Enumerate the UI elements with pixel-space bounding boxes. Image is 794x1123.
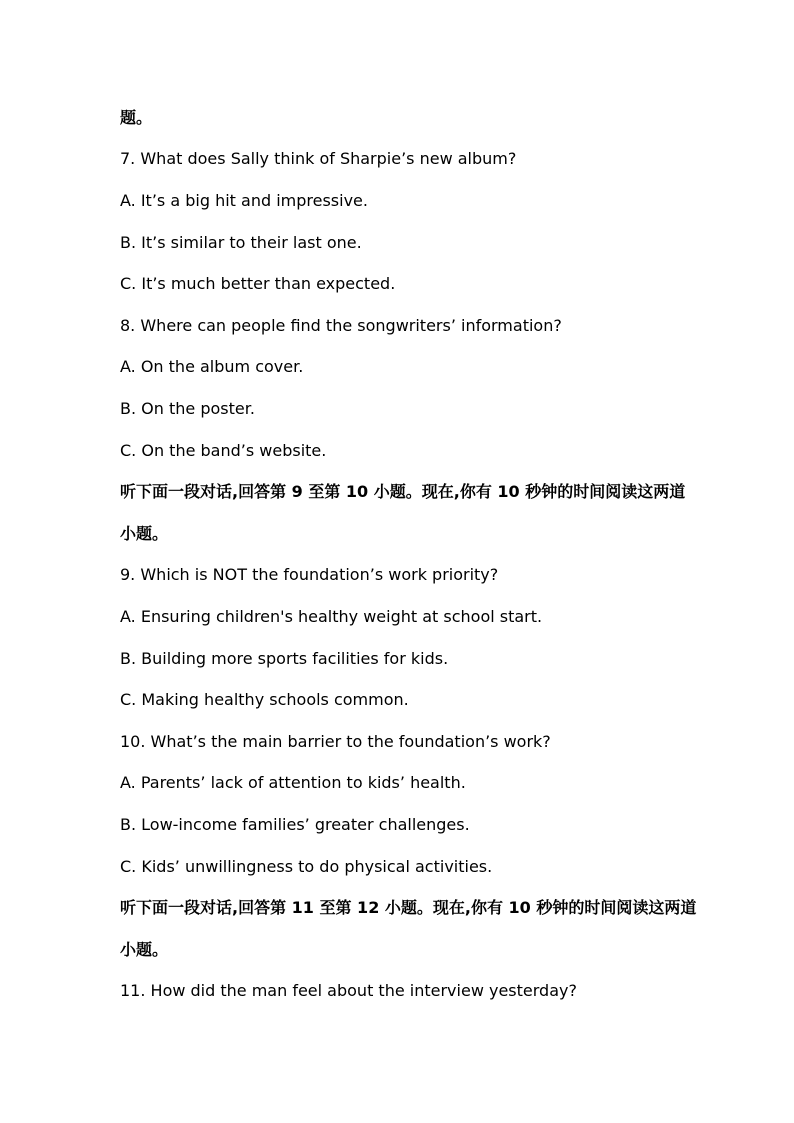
section-instruction-9-10-continued: 小题。: [120, 524, 169, 543]
question-8: 8. Where can people find the songwriters’ information?: [120, 316, 562, 335]
question-8-option-b: B. On the poster.: [120, 399, 255, 418]
question-10-option-c: C. Kids’ unwillingness to do physical activities.: [120, 857, 493, 876]
question-10-option-b: B. Low-income families’ greater challenges.: [120, 815, 470, 834]
question-7: 7. What does Sally think of Sharpie’s new album?: [120, 149, 517, 168]
question-7-option-a: A. It’s a big hit and impressive.: [120, 191, 368, 210]
question-7-option-b: B. It’s similar to their last one.: [120, 233, 362, 252]
question-7-option-c: C. It’s much better than expected.: [120, 274, 396, 293]
section-instruction-continued: 题。: [120, 108, 153, 127]
section-instruction-11-12-continued: 小题。: [120, 940, 169, 959]
question-8-option-c: C. On the band’s website.: [120, 441, 327, 460]
section-instruction-11-12: 听下面一段对话,回答第 11 至第 12 小题。现在,你有 10 秒钟的时间阅读这两道: [120, 898, 697, 917]
section-instruction-9-10: 听下面一段对话,回答第 9 至第 10 小题。现在,你有 10 秒钟的时间阅读这两道: [120, 482, 686, 501]
question-10-option-a: A. Parents’ lack of attention to kids’ health.: [120, 773, 466, 792]
question-10: 10. What’s the main barrier to the foundation’s work?: [120, 732, 551, 751]
question-9-option-a: A. Ensuring children's healthy weight at school start.: [120, 607, 543, 626]
question-8-option-a: A. On the album cover.: [120, 357, 304, 376]
question-9-option-c: C. Making healthy schools common.: [120, 690, 409, 709]
question-11: 11. How did the man feel about the interview yesterday?: [120, 981, 577, 1000]
question-9: 9. Which is NOT the foundation’s work priority?: [120, 565, 499, 584]
question-9-option-b: B. Building more sports facilities for kids.: [120, 649, 449, 668]
